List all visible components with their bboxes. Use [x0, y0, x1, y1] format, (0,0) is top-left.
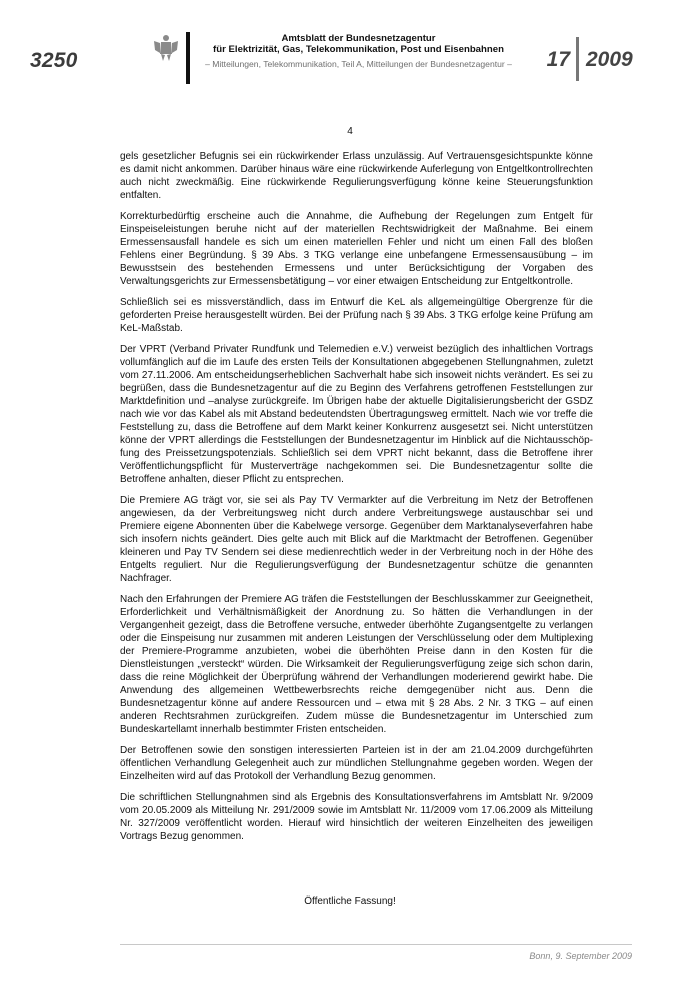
issue-year: 2009: [586, 48, 633, 71]
gazette-subtitle: – Mitteilungen, Telekommunikation, Teil A, Mitteilungen der Bundesnetzagentur –: [205, 59, 512, 69]
gazette-title: [196, 33, 521, 55]
paragraph: Schließlich sei es missverständlich, dass im Entwurf die KeL als allgemeingültige Obergrenze für die geforderten Preise herausgestellt würden. Bei der Prüfung nach § 39 Abs. 3 TKG erfolge keine Prüfung am KeL-Maßstab.: [120, 297, 593, 334]
federal-eagle-icon: [152, 33, 180, 63]
logo-divider-bar: [186, 32, 190, 84]
gazette-title-line1: Amtsblatt der Bundesnetzagentur: [281, 33, 436, 44]
public-version-note: Öffentliche Fassung!: [304, 896, 396, 907]
paragraph: Korrekturbedürftig erscheine auch die Annahme, die Aufhebung der Regelungen zum Entgelt für Einspeiseleistungen beruhe nicht auf der materiellen Rechtswidrigkeit der Maßnahme. Bei einem Ermessensausfall handele es sich um einen materiellen Fehler und nicht um einen Fall des bloßen Fehlens einer Begründung. § 39 Abs. 3 TKG verlange eine unbefangene Ermessensausübung – im Bewusstsein des bestehenden Ermessens und unter Berücksichtigung der Vorgaben des Verwaltungsgerichts zur Ermessensbetätigung – vor einer etwaigen Entscheidung zur Entgeltkontrolle.: [120, 211, 593, 287]
gazette-title-line2: für Elektrizität, Gas, Telekommunikation, Post und Eisenbahnen: [213, 44, 504, 55]
paragraph: Die schriftlichen Stellungnahmen sind als Ergebnis des Konsultationsverfahrens im Amtsblatt Nr. 9/2009 vom 20.05.2009 als Mitteilung Nr. 291/2009 sowie im Amtsblatt Nr. 11/2009 vom 17.06.2009 als Mitteilung Nr. 327/2009 veröffentlicht worden. Hierauf wird hinsichtlich der weiteren Einzelheiten des jeweiligen Vortrags Bezug genommen.: [120, 792, 593, 842]
document-body: [120, 150, 593, 851]
paragraph: Nach den Erfahrungen der Premiere AG träfen die Feststellungen der Beschlusskammer zur Geeignetheit, Erforderlichkeit und Verhältnismäßigkeit der Anordnung zu. So hätten die Verhandlungen in der Vergangenheit gezeigt, dass die Betroffene versuche, entweder überhöhte Zugangsentgelte zu verlangen oder die Einspeisung nur zusammen mit anderen Leistungen der Verschlüsselung oder dem Multiplexing der Premiere-Programme anzubieten, wobei die überhöhten Preise dann in den Kosten für die Dienstleistungen „versteckt“ würden. Die Wirksamkeit der Regulierungsverfügung zeige sich schon darin, dass die reine Möglichkeit der Überprüfung während der Verhandlungen moderierend gewirkt habe. Die Anwendung des allgemeinen Wettbewerbsrechts reiche demgegenüber nicht aus. Denn die Bundesnetzagentur könne auf andere Ressourcen und – etwa mit § 28 Abs. 2 Nr. 3 TKG – auf einen anderen Rechtsrahmen zurückgreifen. Zudem müsse die Bundesnetzagentur im Unterschied zum Bundeskartellamt innerhalb bestimmter Fristen entscheiden.: [120, 594, 593, 735]
paragraph: Die Premiere AG trägt vor, sie sei als Pay TV Vermarkter auf die Verbreitung im Netz der Betroffenen angewiesen, da der Verbreitungsweg nicht durch andere Verbreitungswege austauschbar sei und Premiere eigene Abonnenten über die Kabelwege versorge. Gegenüber dem Marktanalyseverfahren habe sich insofern nichts geändert. Dies gelte auch mit Blick auf die Marktmacht der Betroffenen. Gegenüber kleineren und Pay TV Sendern sei diese medienrechtlich weder in der Verbreitung noch in der Höhe des Entgelts reguliert. Nur die Regulierungsverfügung der Bundesnetzagentur schütze die genannten Nachfrager.: [120, 495, 593, 584]
issue-number: 17: [546, 48, 570, 71]
paragraph: gels gesetzlicher Befugnis sei ein rückwirkender Erlass unzulässig. Auf Vertrauensgesichtspunkte könne es damit nicht ankommen. Darüber hinaus wäre eine rückwirkende Auferlegung von Entgeltkontrollrechten auch nicht zweckmäßig. Eine rückwirkende Regulierungsverfügung könne keine Steuerungsfunktion entfalten.: [120, 151, 593, 201]
footer-date: Bonn, 9. September 2009: [529, 951, 632, 961]
paragraph: Der Betroffenen sowie den sonstigen interessierten Parteien ist in der am 21.04.2009 durchgeführten öffentlichen Verhandlung Gelegenheit auch zur mündlichen Stellungnahme gegeben worden. Wegen der Einzelheiten wird auf das Protokoll der Verhandlung Bezug genommen.: [120, 745, 593, 782]
document-page-number: 4: [347, 126, 353, 137]
paragraph: Der VPRT (Verband Privater Rundfunk und Telemedien e.V.) verweist bezüglich des inhaltlichen Vortrags vollumfänglich auf die im Laufe des ersten Teils der Konsultationen abgegebenen Stellungnahmen, zuletzt vom 27.11.2006. Am entscheidungserheblichen Sachverhalt habe sich insoweit nichts verändert. Es sei zu begrüßen, dass die Bundesnetzagentur auf die zu Beginn des Verfahrens getroffenen Feststellungen zur Marktdefinition und –analyse zurückgreife. Im Übrigen habe der aktuelle Digitalisierungsbericht der GSDZ nach wie vor das Kabel als mit Abstand bedeutendsten Übertragungsweg ermittelt. Nach wie vor treffe die Feststellung zu, dass die Betroffene auf dem Markt keiner Konkurrenz ausgesetzt sei. Nicht unterstützen könne der VPRT allerdings die Feststellungen der Bundesnetzagentur im Hinblick auf die Nichtausschöpfung des Preissetzungspotenzials. Schließlich sei dem VPRT nicht bekannt, dass die Betroffene ihrer Veröffentlichungspflicht für Musterverträge nachgekommen sei. Die Bundesnetzagentur sollte die Betroffene anhalten, dieser Pflicht zu entsprechen.: [120, 344, 593, 485]
footer-divider: [120, 944, 632, 945]
issue-divider-bar: [576, 37, 579, 81]
amtsblatt-page-number: 3250: [30, 49, 78, 72]
